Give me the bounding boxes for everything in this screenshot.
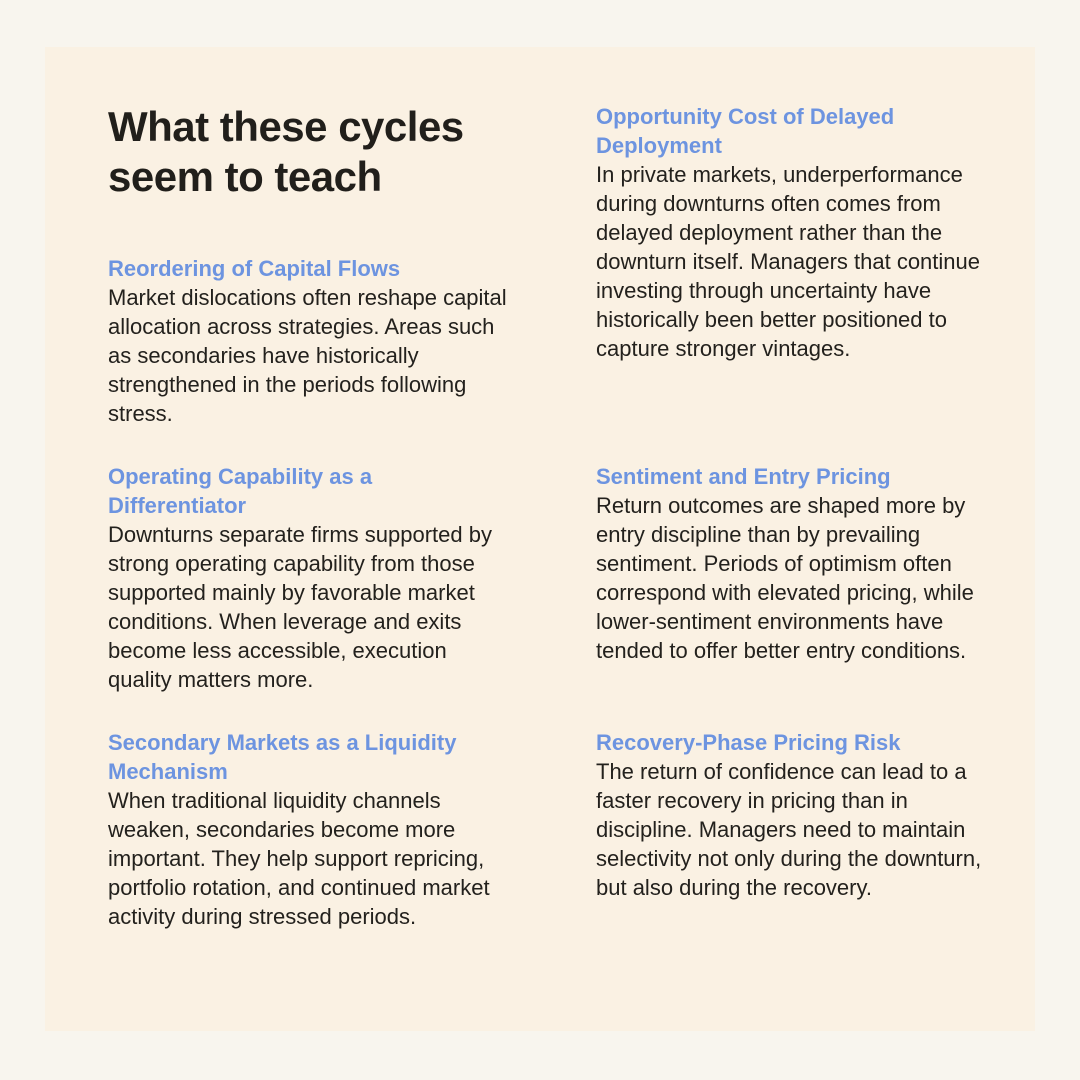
section-body: The return of confidence can lead to a faster recovery in pricing than in discipline. Managers need to maintain selectivity not only during the downturn, but also during the recovery. [596,759,982,900]
content-card [45,47,1035,1031]
section-secondary-markets-as-a-liquidity-mechanism [108,728,508,931]
section-heading: Sentiment and Entry Pricing [596,464,891,489]
section-body: In private markets, underperformance during downturns often comes from delayed deployment rather than the downturn itself. Managers that continue investing through uncertainty have historically been better positioned to capture stronger vintages. [596,162,981,361]
section-opportunity-cost-of-delayed-deployment [596,102,996,363]
section-body: Downturns separate firms supported by strong operating capability from those supported mainly by favorable market conditions. When leverage and exits become less accessible, execution quality matters more. [108,522,492,692]
section-sentiment-and-entry-pricing [596,462,996,665]
section-reordering-of-capital-flows [108,254,508,428]
section-heading: Recovery-Phase Pricing Risk [596,730,901,755]
section-body: When traditional liquidity channels weaken, secondaries become more important. They help support repricing, portfolio rotation, and continued market activity during stressed periods. [108,788,490,929]
section-body: Return outcomes are shaped more by entry discipline than by prevailing sentiment. Periods of optimism often correspond with elevated pricing, while lower-sentiment environments have tended to offer better entry conditions. [596,493,974,663]
section-heading: Opportunity Cost of Delayed Deployment [596,104,895,158]
section-heading: Operating Capability as a Differentiator [108,464,373,518]
section-recovery-phase-pricing-risk [596,728,996,902]
sections-grid [108,102,1000,931]
section-body: Market dislocations often reshape capital allocation across strategies. Areas such as secondaries have historically strengthened in the periods following stress. [108,285,507,426]
page-title: What these cycles seem to teach [108,103,464,200]
section-heading: Secondary Markets as a Liquidity Mechanism [108,730,457,784]
section-operating-capability-as-a-differentiator [108,462,508,694]
title-and-first-section [108,102,508,428]
section-heading: Reordering of Capital Flows [108,256,401,281]
